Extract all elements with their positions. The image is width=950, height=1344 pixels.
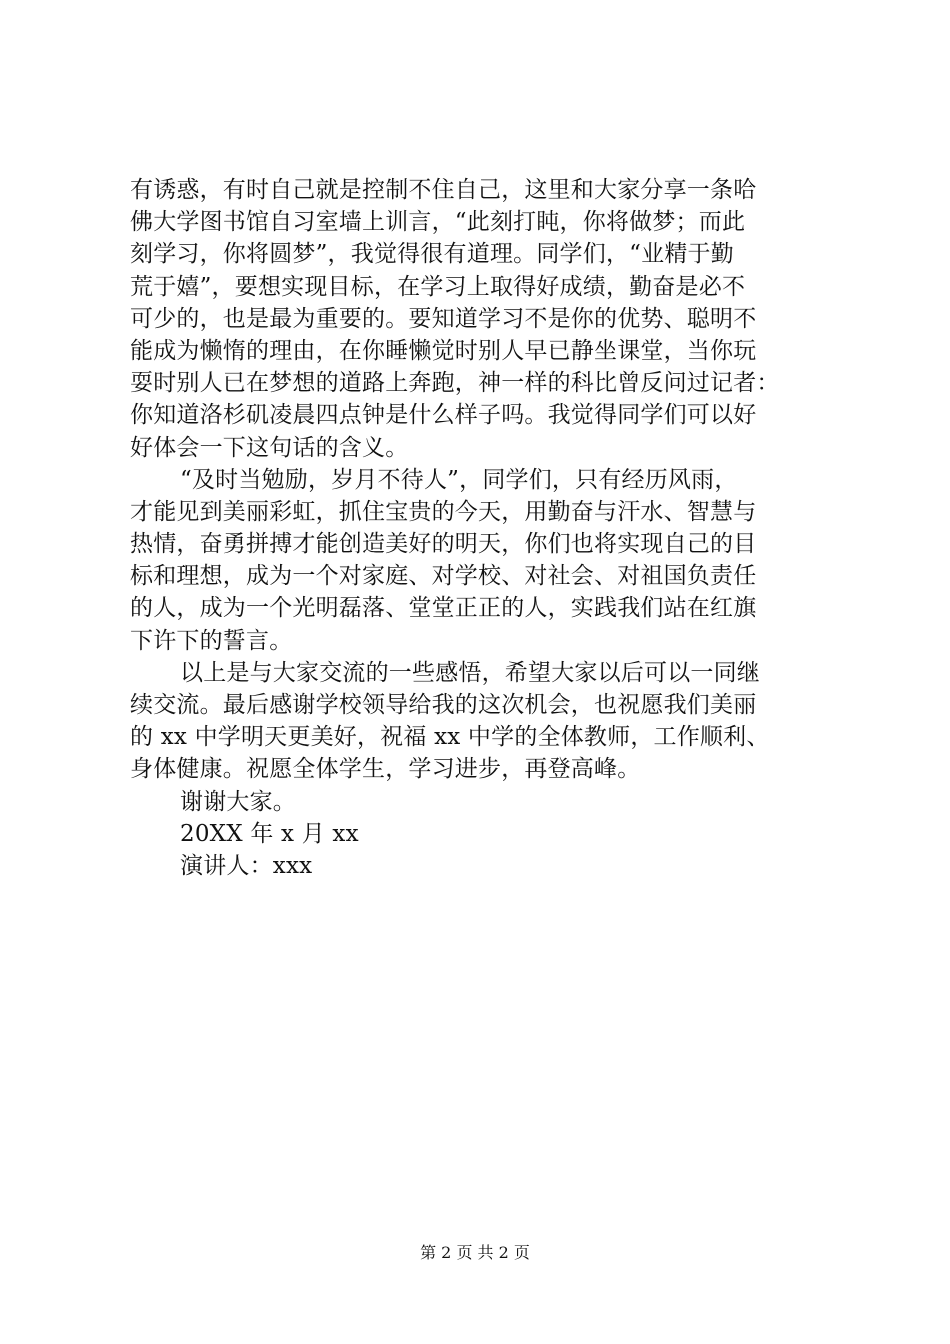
text-line: 佛大学图书馆自习室墙上训言，“此刻打盹，你将做梦；而此: [130, 209, 746, 236]
paragraph-start-line: “及时当勉励，岁月不待人”，同学们，只有经历风雨，: [180, 466, 738, 493]
text-line: 荒于嬉”，要想实现目标，在学习上取得好成绩，勤奋是必不: [130, 273, 746, 300]
text-line: 有诱惑，有时自己就是控制不住自己，这里和大家分享一条哈: [130, 177, 757, 203]
text-line: 才能见到美丽彩虹，抓住宝贵的今天，用勤奋与汗水、智慧与: [130, 498, 757, 525]
speech-body: [130, 174, 830, 882]
text-line: 热情，奋勇拼搏才能创造美好的明天，你们也将实现自己的目: [130, 531, 757, 558]
text-line: 好体会一下这句话的含义。: [130, 434, 409, 461]
closing-thanks: 谢谢大家。: [180, 788, 296, 815]
text-line: 刻学习，你将圆梦”，我觉得很有道理。同学们，“业精于勤: [130, 241, 734, 268]
text-line: 下许下的誓言。: [130, 627, 293, 654]
text-line: 你知道洛杉矶凌晨四点钟是什么样子吗。我觉得同学们可以好: [130, 402, 757, 429]
text-line: 身体健康。祝愿全体学生，学习进步，再登高峰。: [130, 756, 641, 783]
text-line: 的人，成为一个光明磊落、堂堂正正的人，实践我们站在红旗: [130, 595, 757, 622]
paragraph-start-line: 以上是与大家交流的一些感悟，希望大家以后可以一同继: [180, 659, 760, 686]
text-line: 耍时别人已在梦想的道路上奔跑，神一样的科比曾反问过记者：: [130, 370, 780, 397]
text-line: 续交流。最后感谢学校领导给我的这次机会，也祝愿我们美丽: [130, 692, 757, 718]
text-line: 的 xx 中学明天更美好，祝福 xx 中学的全体教师，工作顺利、: [130, 724, 770, 751]
text-line: 标和理想，成为一个对家庭、对学校、对社会、对祖国负责任: [130, 563, 757, 590]
page-number-footer: 第 2 页 共 2 页: [420, 1243, 530, 1262]
closing-date: 20XX 年 x 月 xx: [180, 820, 359, 847]
text-line: 能成为懒惰的理由，在你睡懒觉时别人早已静坐课堂，当你玩: [130, 337, 757, 364]
closing-speaker: 演讲人：xxx: [180, 852, 313, 879]
text-line: 可少的，也是最为重要的。要知道学习不是你的优势、聪明不: [130, 305, 757, 332]
